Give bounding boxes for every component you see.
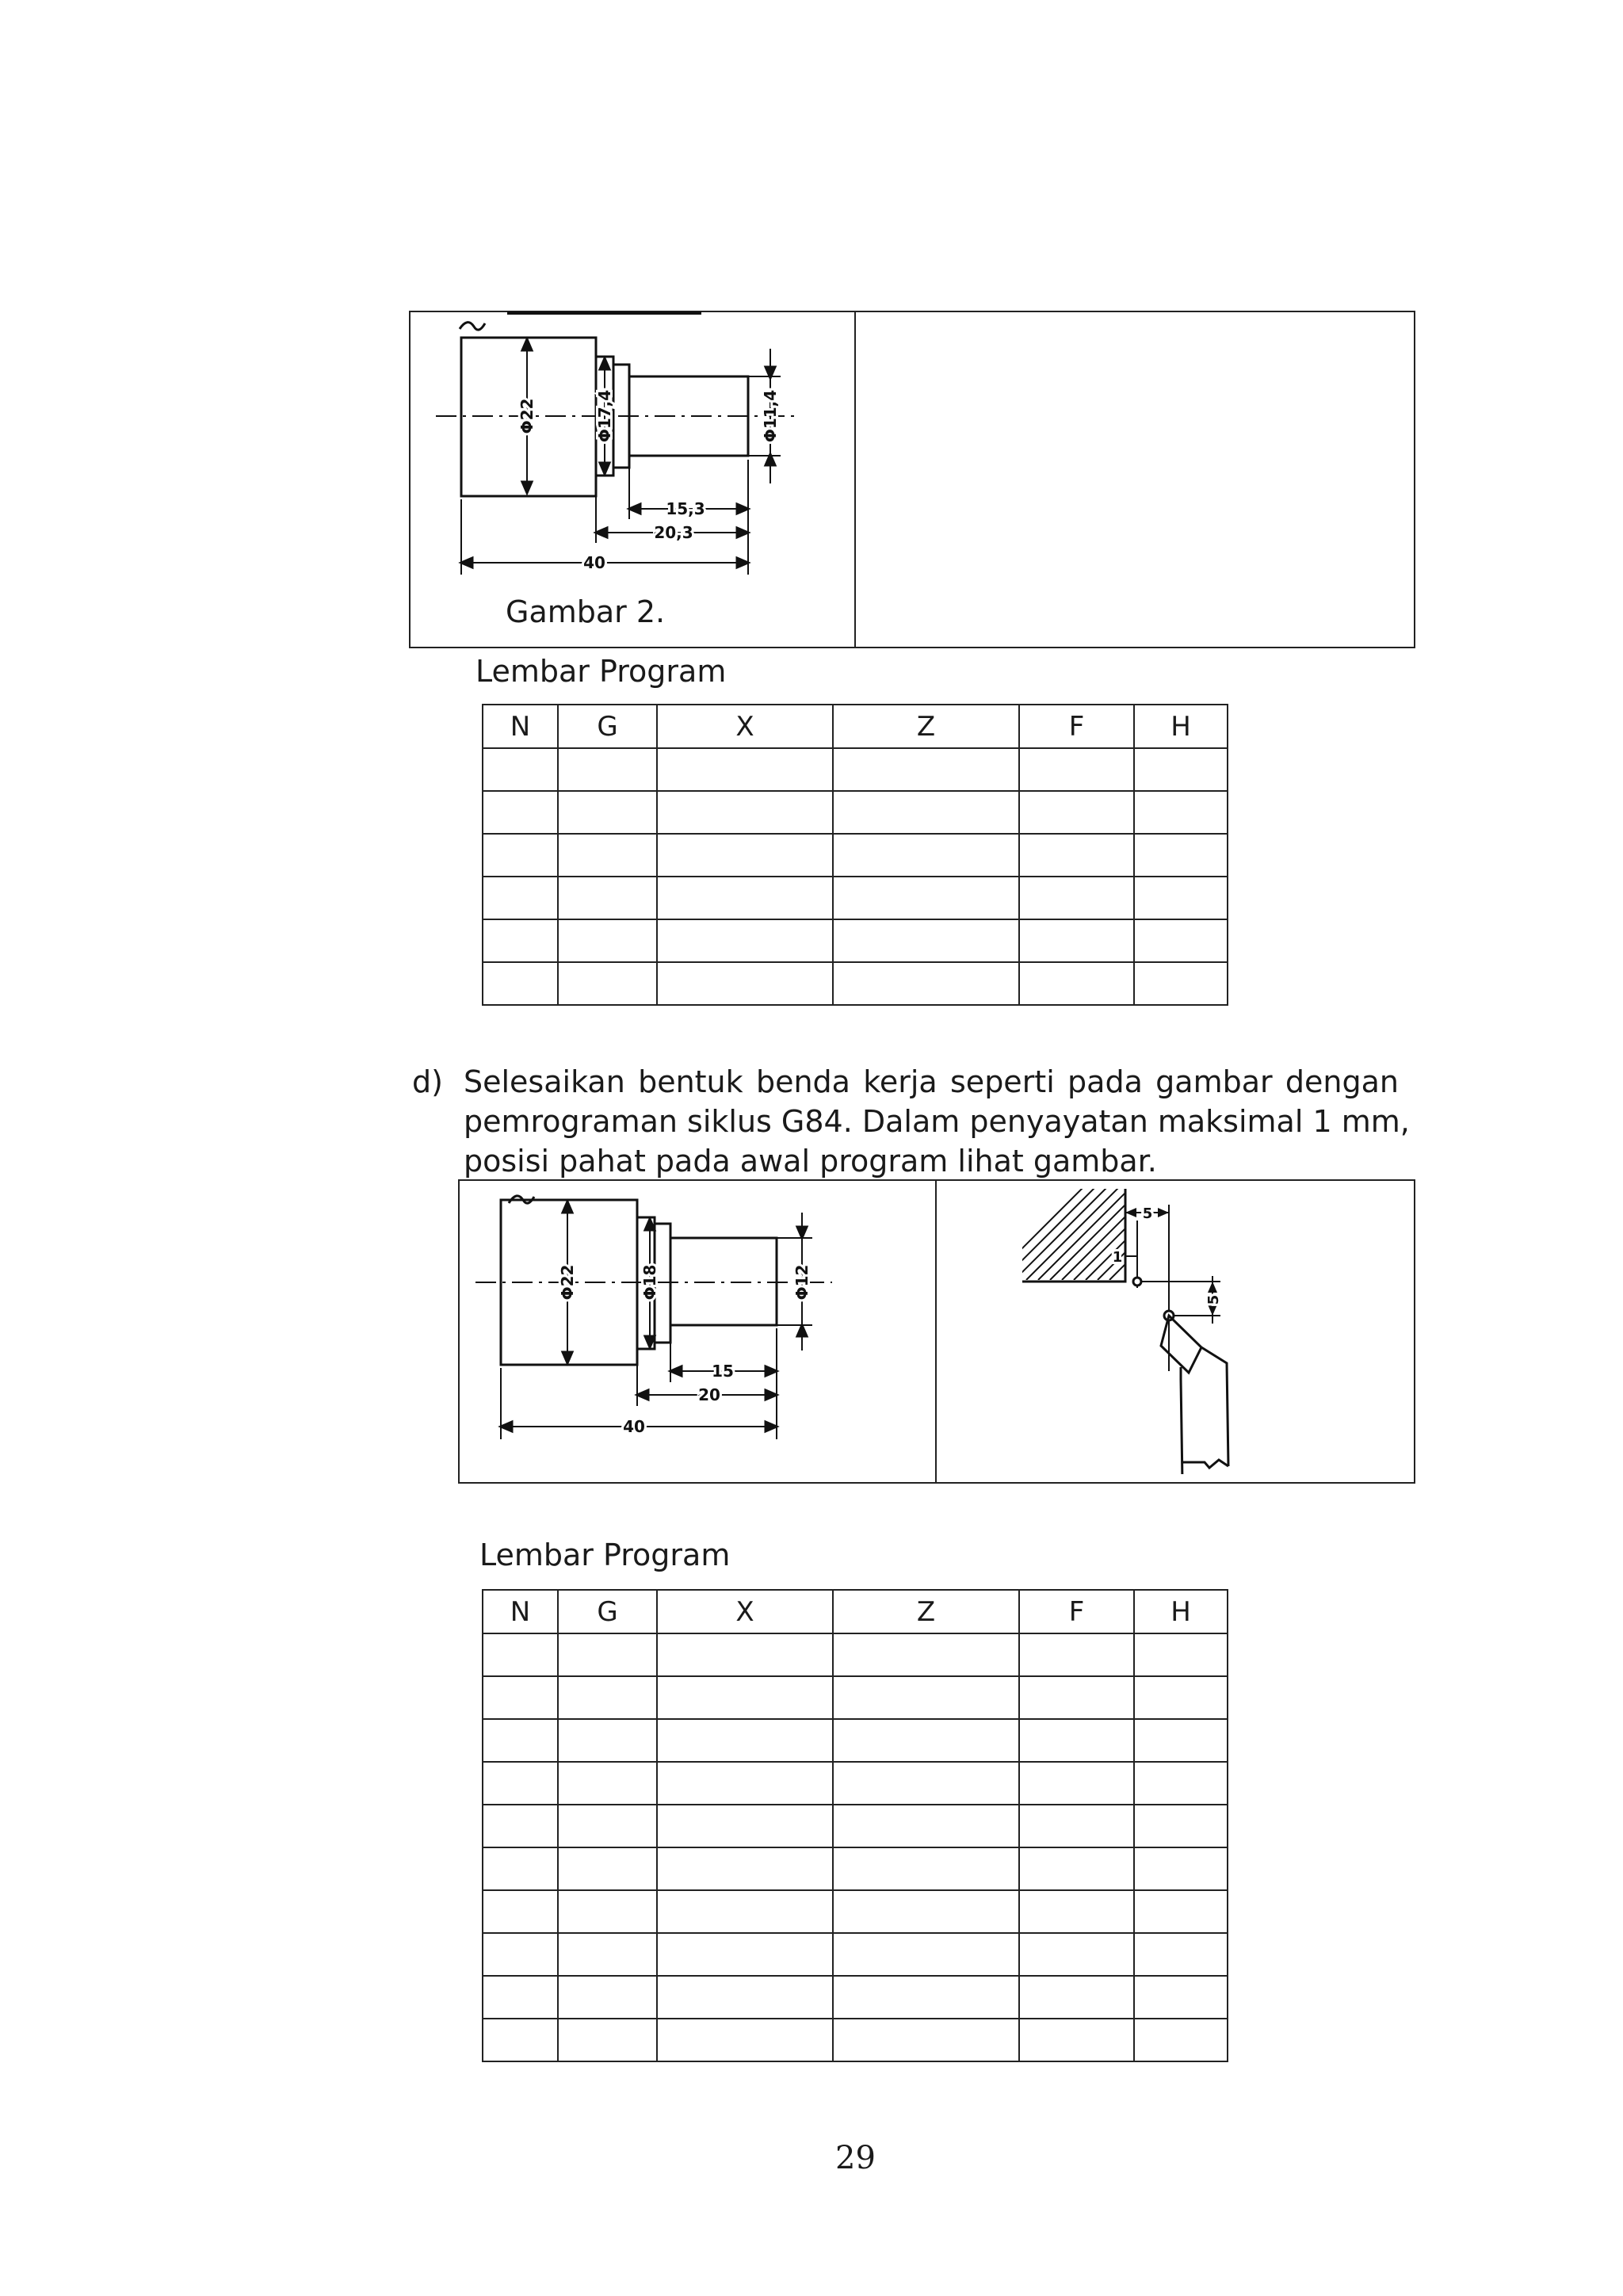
fig3-dim-top: 5 [1142,1205,1153,1222]
figure-2-divider [935,1181,937,1482]
table-row [483,877,1228,919]
table-cell [483,919,558,962]
table-row [483,1847,1228,1890]
table-1-title: Lembar Program [475,654,727,689]
table-cell [1134,1933,1228,1976]
figure-3-tool-position-drawing [1022,1189,1260,1474]
table-cell [1134,919,1228,962]
col-header-x: X [657,705,833,748]
table-row [483,1762,1228,1805]
table-row [483,1890,1228,1933]
table-row [483,834,1228,877]
fig1-dim-d11: Φ11,4 [761,389,780,443]
table-cell [483,1847,558,1890]
fig1-dim-15: 15,3 [666,499,705,518]
table-cell [833,748,1019,791]
page-number: 29 [835,2140,876,2176]
table-cell [833,1633,1019,1676]
table-cell [1134,791,1228,834]
table-cell [558,877,657,919]
table-cell [1019,2019,1134,2061]
fig1-dim-20: 20,3 [654,523,693,542]
figure-1-drawing [412,301,824,579]
table-cell [558,1762,657,1805]
table-cell [558,1933,657,1976]
table-cell [833,2019,1019,2061]
table-cell [657,1976,833,2019]
table-cell [483,1890,558,1933]
table-cell [833,791,1019,834]
table-cell [833,962,1019,1005]
table-cell [1019,919,1134,962]
table-cell [657,919,833,962]
fig2-dim-d18: Φ18 [640,1264,659,1301]
col-header-f: F [1019,705,1134,748]
table-cell [558,1676,657,1719]
table-cell [1019,1976,1134,2019]
table-cell [657,1847,833,1890]
table-cell [657,962,833,1005]
table-cell [483,1805,558,1847]
table-cell [833,1676,1019,1719]
table-cell [1019,1719,1134,1762]
table-cell [558,1976,657,2019]
table-cell [1134,1890,1228,1933]
table-cell [1134,877,1228,919]
section-d-marker: d) [412,1064,443,1099]
table-cell [558,791,657,834]
table-cell [1134,962,1228,1005]
table-cell [1019,877,1134,919]
table-row [483,748,1228,791]
table-cell [1019,1633,1134,1676]
col-header-g: G [558,705,657,748]
table-cell [1019,1805,1134,1847]
fig2-dim-15: 15 [712,1362,734,1381]
table-cell [1134,1633,1228,1676]
col-header-n: N [483,1590,558,1633]
table-cell [558,834,657,877]
table-cell [833,1762,1019,1805]
table-cell [1134,2019,1228,2061]
table-cell [558,748,657,791]
table-cell [483,748,558,791]
figure-1-divider [854,312,856,647]
fig3-dim-right: 5 [1205,1294,1222,1305]
table-cell [833,877,1019,919]
fig1-dim-d17: Φ17,4 [595,389,614,443]
table-cell [1134,1676,1228,1719]
section-d-text [464,1062,1410,1181]
table-cell [1019,791,1134,834]
table-row [483,919,1228,962]
table-cell [558,919,657,962]
col-header-h: H [1134,1590,1228,1633]
fig2-dim-20: 20 [698,1385,720,1404]
table-cell [657,877,833,919]
table-cell [657,2019,833,2061]
figure-2-drawing [468,1181,864,1450]
table-cell [833,1719,1019,1762]
table-cell [1019,1933,1134,1976]
table-cell [833,1976,1019,2019]
table-row [483,1719,1228,1762]
table-cell [833,1805,1019,1847]
table-cell [483,791,558,834]
col-header-z: Z [833,705,1019,748]
table-cell [558,1890,657,1933]
table-cell [657,1933,833,1976]
table-2-title: Lembar Program [479,1538,731,1572]
section-d-line-1: Selesaikan bentuk benda kerja seperti pada gambar dengan [464,1064,1399,1099]
table-row [483,1633,1228,1676]
table-cell [483,877,558,919]
table-cell [833,1933,1019,1976]
table-cell [1019,962,1134,1005]
col-header-x: X [657,1590,833,1633]
table-cell [558,1805,657,1847]
table-cell [657,1762,833,1805]
table-cell [558,1633,657,1676]
table-cell [483,962,558,1005]
section-d-line-2: pemrograman siklus G84. Dalam penyayatan maksimal 1 mm, [464,1104,1410,1139]
program-sheet-table-1 [482,704,1228,1006]
table-cell [483,1719,558,1762]
table-cell [1019,834,1134,877]
col-header-h: H [1134,705,1228,748]
program-sheet-table-2 [482,1589,1228,2062]
section-d-line-3: posisi pahat pada awal program lihat gambar. [464,1144,1157,1179]
table-cell [833,834,1019,877]
table-cell [833,919,1019,962]
table-cell [657,791,833,834]
table-row [483,2019,1228,2061]
table-row [483,1676,1228,1719]
fig1-dim-d22: Φ22 [517,398,537,434]
fig2-dim-d12: Φ12 [792,1264,812,1301]
table-row [483,962,1228,1005]
table-row [483,1976,1228,2019]
table-cell [483,1976,558,2019]
table-cell [1134,1976,1228,2019]
table-cell [483,1676,558,1719]
col-header-f: F [1019,1590,1134,1633]
table-cell [1019,1890,1134,1933]
table-cell [833,1890,1019,1933]
table-cell [1134,1762,1228,1805]
table-cell [833,1847,1019,1890]
table-cell [657,1633,833,1676]
col-header-z: Z [833,1590,1019,1633]
fig1-dim-40: 40 [583,553,605,572]
table-row [483,791,1228,834]
table-cell [558,2019,657,2061]
table-cell [657,748,833,791]
table-cell [1134,748,1228,791]
col-header-g: G [558,1590,657,1633]
table-cell [558,962,657,1005]
fig3-dim-left: 1 [1112,1249,1123,1266]
table-cell [1134,1805,1228,1847]
table-cell [558,1847,657,1890]
table-cell [1134,1847,1228,1890]
table-row [483,1933,1228,1976]
figure-1-caption: Gambar 2. [506,594,666,629]
table-cell [558,1719,657,1762]
table-cell [483,2019,558,2061]
table-cell [1019,1762,1134,1805]
table-cell [1134,834,1228,877]
table-cell [483,1933,558,1976]
table-cell [657,1890,833,1933]
table-cell [483,1762,558,1805]
fig2-dim-d22: Φ22 [558,1264,577,1301]
table-cell [1019,1676,1134,1719]
table-cell [1019,748,1134,791]
table-cell [657,1676,833,1719]
table-cell [483,834,558,877]
table-row [483,1805,1228,1847]
table-cell [483,1633,558,1676]
fig2-dim-40: 40 [623,1417,645,1436]
table-cell [1134,1719,1228,1762]
table-cell [657,1805,833,1847]
table-cell [1019,1847,1134,1890]
table-cell [657,834,833,877]
col-header-n: N [483,705,558,748]
table-cell [657,1719,833,1762]
